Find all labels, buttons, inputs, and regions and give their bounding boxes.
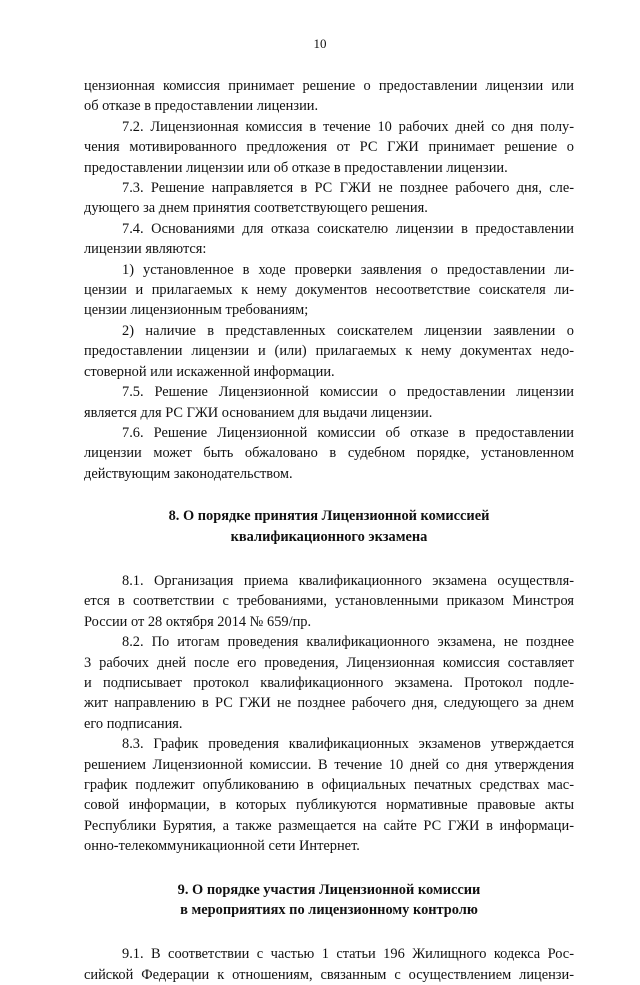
paragraph-7-4-item-1 bbox=[84, 260, 574, 321]
text-line: предоставлении лицензии или об отказе в предоставлении лицензии. bbox=[84, 159, 508, 176]
text-line: 2) наличие в представленных соискателем лицензии заявлении о bbox=[122, 322, 574, 339]
heading-line: 9. О порядке участия Лицензионной комиссии bbox=[177, 881, 481, 898]
text-line: Республики Бурятия, а также размещается на сайте РС ГЖИ в информаци- bbox=[84, 817, 574, 834]
text-line: 7.6. Решение Лицензионной комиссии об отказе в предоставлении bbox=[122, 424, 574, 441]
text-line: 7.5. Решение Лицензионной комиссии о предоставлении лицензии bbox=[122, 384, 574, 401]
text-line: 7.4. Основаниями для отказа соискателю лицензии в предоставлении bbox=[122, 220, 574, 237]
text-line: является для РС ГЖИ основанием для выдачи лицензии. bbox=[84, 404, 433, 421]
paragraph-7-6 bbox=[84, 423, 574, 484]
section-9-heading bbox=[84, 880, 574, 921]
text-line: 3 рабочих дней после его проведения, Лицензионная комиссия составляет bbox=[84, 654, 574, 671]
page-number: 10 bbox=[313, 36, 327, 51]
text-line: 8.1. Организация приема квалификационного экзамена осуществля- bbox=[122, 572, 574, 589]
paragraph-7-4-item-2 bbox=[84, 321, 574, 382]
text-line: дующего за днем принятия соответствующего решения. bbox=[84, 200, 428, 217]
text-line: чения мотивированного предложения от РС ГЖИ принимает решение о bbox=[84, 139, 574, 156]
paragraph-9-1 bbox=[84, 944, 574, 985]
text-line: 7.3. Решение направляется в РС ГЖИ не позднее рабочего дня, сле- bbox=[122, 180, 574, 197]
text-line: онно-телекоммуникационной сети Интернет. bbox=[84, 838, 360, 855]
text-line: предоставлении лицензии и (или) прилагаемых к нему документах недо- bbox=[84, 343, 574, 360]
text-line: 8.3. График проведения квалификационных экзаменов утверждается bbox=[122, 736, 574, 753]
text-line: стоверной или искаженной информации. bbox=[84, 363, 335, 380]
paragraph-7-4 bbox=[84, 219, 574, 260]
text-line: 1) установленное в ходе проверки заявления о предоставлении ли- bbox=[122, 261, 574, 278]
text-line: его подписания. bbox=[84, 715, 183, 732]
text-line: ется в соответствии с требованиями, установленными приказом Минстроя bbox=[84, 593, 574, 610]
document-body bbox=[84, 76, 574, 985]
paragraph-8-3 bbox=[84, 734, 574, 856]
text-line: об отказе в предоставлении лицензии. bbox=[84, 98, 319, 115]
text-line: лицензии являются: bbox=[84, 241, 207, 258]
section-8-heading bbox=[84, 506, 574, 547]
paragraph-7-5 bbox=[84, 382, 574, 423]
text-line: России от 28 октября 2014 № 659/пр. bbox=[84, 613, 312, 630]
paragraph-8-2 bbox=[84, 632, 574, 734]
text-line: цензионная комиссия принимает решение о предоставлении лицензии или bbox=[84, 78, 574, 94]
paragraph-8-1 bbox=[84, 571, 574, 632]
text-line: график подлежит опубликованию в официальных печатных средствах мас- bbox=[84, 777, 574, 793]
text-line: цензии и прилагаемых к нему документов несоответствие соискателя ли- bbox=[84, 282, 574, 299]
paragraph-7-2 bbox=[84, 117, 574, 178]
text-line: решением Лицензионной комиссии. В течение 10 дней со дня утверждения bbox=[84, 756, 574, 773]
paragraph-7-3 bbox=[84, 178, 574, 219]
heading-line: квалификационного экзамена bbox=[230, 528, 428, 545]
text-line: действующим законодательством. bbox=[84, 465, 293, 482]
text-line: 7.2. Лицензионная комиссия в течение 10 рабочих дней со дня полу- bbox=[122, 118, 574, 135]
text-line: 9.1. В соответствии с частью 1 статьи 196 Жилищного кодекса Рос- bbox=[122, 946, 574, 963]
text-line: 8.2. По итогам проведения квалификационного экзамена, не позднее bbox=[122, 634, 574, 651]
text-line: лицензии может быть обжаловано в судебном порядке, установленном bbox=[84, 445, 574, 462]
text-line: жит направлению в РС ГЖИ не позднее рабочего дня, следующего за днем bbox=[84, 695, 574, 712]
heading-line: в мероприятиях по лицензионному контролю bbox=[180, 902, 478, 919]
text-line: и подписывает протокол квалификационного экзамена. Протокол подле- bbox=[84, 674, 574, 691]
text-line: цензии лицензионным требованиям; bbox=[84, 302, 309, 319]
paragraph-continuation bbox=[84, 76, 574, 117]
heading-line: 8. О порядке принятия Лицензионной комиссией bbox=[168, 508, 490, 525]
text-line: сийской Федерации к отношениям, связанным с осуществлением лицензи- bbox=[84, 966, 574, 983]
text-line: совой информации, в которых публикуются нормативные правовые акты bbox=[84, 797, 574, 814]
